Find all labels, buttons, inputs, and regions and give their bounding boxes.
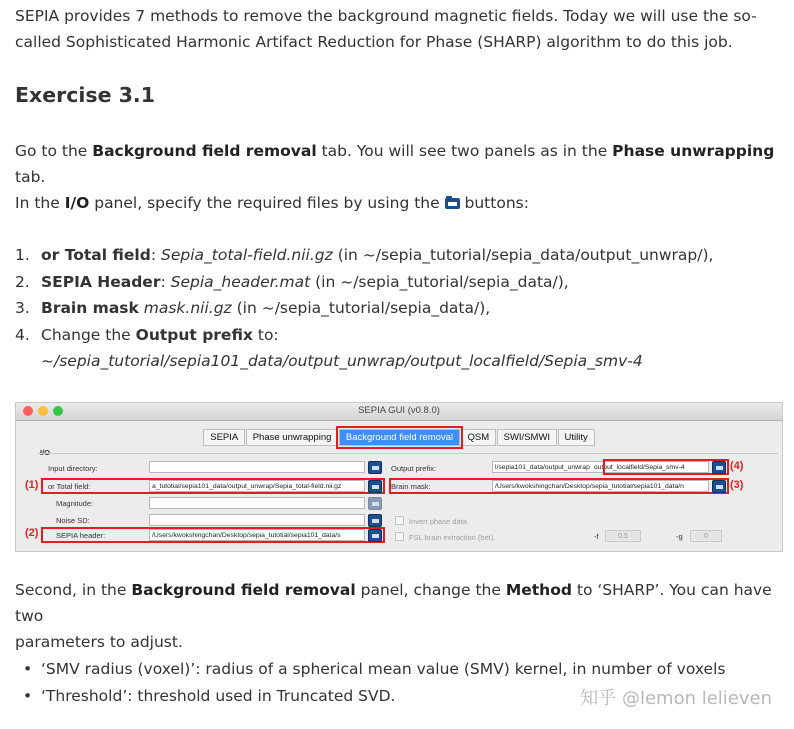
list-item (15, 322, 713, 375)
io-instruction (15, 190, 529, 216)
output-prefix-end: output_localfield/Sepia_smv-4 (593, 464, 685, 471)
input-directory-field[interactable] (149, 461, 365, 473)
bold-text: Background field removal (92, 142, 317, 160)
list-number: 4. (15, 325, 30, 344)
tab-utility[interactable]: Utility (558, 429, 595, 446)
invert-phase-checkbox[interactable] (395, 516, 404, 525)
steps-list (15, 242, 713, 375)
tab-instruction (15, 138, 794, 190)
text: (in ~/sepia_tutorial/sepia_data/output_unwrap/), (332, 246, 714, 264)
folder-open-icon[interactable] (368, 461, 382, 474)
list-number: 2. (15, 272, 30, 291)
panel-divider (38, 453, 778, 454)
list-item (15, 242, 713, 269)
file-name: Sepia_header.mat (170, 272, 311, 291)
noise-sd-field[interactable] (149, 514, 365, 526)
file-name: mask.nii.gz (143, 299, 232, 317)
bold-text: Output prefix (135, 325, 253, 344)
intro-paragraph (15, 3, 757, 55)
io-panel-label: I/O (40, 448, 51, 457)
list-number: 3. (15, 299, 30, 317)
bold-text: or Total field (41, 246, 151, 264)
output-prefix-start: l/sepia101_data/output_unwrap (495, 464, 590, 471)
f-param-field[interactable]: 0.5 (605, 530, 641, 542)
text: panel, specify the required files by using the (89, 194, 445, 212)
list-item (15, 269, 713, 296)
method-instruction (15, 577, 794, 655)
list-item (15, 295, 713, 322)
f-param-label: -f (594, 532, 599, 541)
text: to: (252, 325, 279, 344)
text: (in ~/sepia_tutorial/sepia_data/), (231, 299, 491, 317)
intro-line-1: SEPIA provides 7 methods to remove the background magnetic fields. Today we will use the so- (15, 7, 757, 25)
tab-background-field-removal[interactable]: Background field removal (339, 429, 460, 446)
text: Second, in the (15, 581, 132, 599)
invert-phase-label: Invert phase data (409, 517, 467, 526)
folder-open-icon[interactable] (712, 480, 726, 493)
text: In the (15, 194, 65, 212)
annotation-1: (1) (25, 479, 39, 491)
fsl-bet-checkbox[interactable] (395, 532, 404, 541)
g-param-label: -g (676, 532, 683, 541)
intro-line-2: called Sophisticated Harmonic Artifact Reduction for Phase (SHARP) algorithm to do this job. (15, 33, 733, 51)
sepia-header-field[interactable]: /Users/kwokshingchan/Desktop/sepia_tutotial/sepia101_data/s (149, 529, 365, 541)
fsl-bet-label: FSL brain extraction (bet). (409, 533, 496, 542)
folder-open-icon[interactable] (712, 461, 726, 474)
text: parameters to adjust. (15, 633, 183, 651)
folder-open-icon (445, 198, 460, 209)
bold-text: Background field removal (131, 581, 356, 599)
input-directory-label: Input directory: (48, 464, 98, 473)
tab-qsm[interactable]: QSM (461, 429, 497, 446)
brain-mask-field[interactable]: /Users/kwokshingchan/Desktop/sepia_tutotial/sepia101_data/n (492, 480, 709, 492)
window-titlebar (16, 403, 782, 421)
folder-open-icon[interactable] (368, 497, 382, 510)
text: Go to the (15, 142, 93, 160)
text: Change the (41, 325, 136, 344)
list-number: 1. (15, 246, 30, 264)
highlight-output-prefix (603, 459, 729, 475)
text: to ‘SHARP’. You can have two (15, 581, 772, 625)
bold-text: SEPIA Header (41, 272, 161, 291)
annotation-2: (2) (25, 527, 39, 539)
text: (in ~/sepia_tutorial/sepia_data/), (310, 272, 569, 291)
tab-phase-unwrapping[interactable]: Phase unwrapping (246, 429, 339, 446)
tab-sepia[interactable]: SEPIA (203, 429, 245, 446)
sepia-gui-screenshot (15, 402, 783, 552)
window-title: SEPIA GUI (v0.8.0) (358, 405, 440, 416)
text: tab. (15, 168, 46, 186)
file-name: Sepia_total-field.nii.gz (161, 246, 333, 264)
total-field-label: or Total field: (48, 482, 91, 491)
exercise-title: Exercise 3.1 (15, 83, 155, 107)
folder-open-icon[interactable] (368, 529, 382, 542)
brain-mask-label: Brain mask: (391, 482, 431, 491)
text: tab. You will see two panels as in the (316, 142, 613, 160)
list-item: • ‘SMV radius (voxel)’: radius of a spherical mean value (SMV) kernel, in number of voxels (15, 656, 725, 683)
g-param-field[interactable]: 0 (690, 530, 722, 542)
output-path: ~/sepia_tutorial/sepia101_data/output_unwrap/output_localfield/Sepia_smv-4 (41, 352, 643, 370)
sepia-header-label: SEPIA header: (56, 531, 106, 540)
bold-text: Method (505, 581, 572, 599)
text: buttons: (459, 194, 529, 212)
bold-text: I/O (64, 194, 90, 212)
tab-bar (16, 427, 782, 446)
folder-open-icon[interactable] (368, 514, 382, 527)
noise-sd-label: Noise SD: (56, 516, 90, 525)
text: panel, change the (355, 581, 506, 599)
tab-swi-smwi[interactable]: SWI/SMWI (497, 429, 557, 446)
bold-text: Phase unwrapping (612, 142, 775, 160)
bold-text: Brain mask (41, 299, 139, 317)
output-prefix-label: Output prefix: (391, 464, 437, 473)
magnitude-label: Magnitude: (56, 499, 94, 508)
text: : (150, 246, 161, 264)
magnitude-field[interactable] (149, 497, 365, 509)
list-item: • ‘Threshold’: threshold used in Truncated SVD. (15, 683, 725, 710)
folder-open-icon[interactable] (368, 480, 382, 493)
annotation-4: (4) (730, 460, 744, 472)
annotation-3: (3) (730, 479, 744, 491)
text: : (160, 272, 171, 291)
watermark: 知乎 @lemon lelieven (580, 688, 772, 709)
total-field-input[interactable]: a_tutotial/sepia101_data/output_unwrap/Sepia_total-field.nii.gz (149, 480, 365, 492)
